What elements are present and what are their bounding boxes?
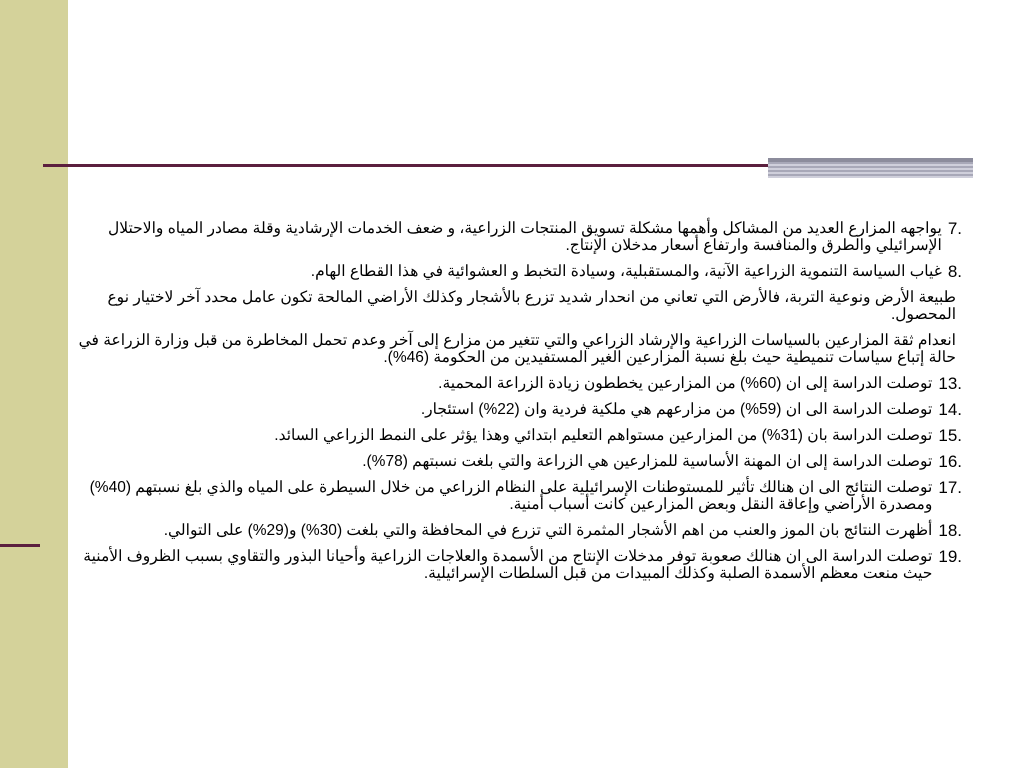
item-number: 18. <box>938 521 962 540</box>
item-text: غياب السياسة التنموية الزراعية الآنية، والمستقبلية، وسيادة التخبط و العشوائية في هذا القطاع الهام. <box>310 263 942 280</box>
item-number: 16. <box>938 452 962 471</box>
item-text: يواجهه المزارع العديد من المشاكل وأهمها مشكلة تسويق المنتجات الزراعية، و ضعف الخدمات الإرشادية وقلة مصادر المياه والاحتلال الإسرائيلي والطرق والمنافسة وارتفاع أسعار مدخلان الإنتاج. <box>107 220 942 254</box>
list-item <box>66 479 962 513</box>
item-text: انعدام ثقة المزارعين بالسياسات الزراعية والإرشاد الزراعي والتي تتغير من مزارع إلى آخر وعدم تحمل المخاطرة من قبل وزارة الزراعة في حالة إتباع سياسات تنميطية حيث بلغ نسبة المزارعين الغير المستفيدين من الحكومة (46%). <box>78 332 956 366</box>
title-divider-bar-edge <box>768 158 973 162</box>
item-number: 8. <box>947 262 962 281</box>
item-text: توصلت الدراسة الى ان (59%) من مزارعهم هي ملكية فردية وان (22%) استئجار. <box>420 401 933 418</box>
list-item <box>66 548 962 582</box>
item-text: توصلت الدراسة إلى ان (60%) من المزارعين يخططون زيادة الزراعة المحمية. <box>438 375 933 392</box>
title-divider-line <box>43 164 768 167</box>
item-text: توصلت الدراسة بان (31%) من المزارعين مستواهم التعليم ابتدائي وهذا يؤثر على النمط الزراعي السائد. <box>274 427 933 444</box>
list-item <box>66 401 962 418</box>
item-number: 14. <box>938 400 962 419</box>
item-text: توصلت النتائج الى ان هنالك تأثير للمستوطنات الإسرائيلية على النظام الزراعي من خلال السيطرة على المياه والذي بلغ نسبتهم (40%) ومصدرة الأراضي وإعاقة النقل وبعض المزارعين كانت أسباب أمنية. <box>89 479 933 513</box>
item-number: 19. <box>938 547 962 566</box>
list-item <box>66 289 962 323</box>
list-item <box>66 220 962 254</box>
list-item <box>66 427 962 444</box>
item-number: 7. <box>947 219 962 238</box>
item-number: 17. <box>938 478 962 497</box>
item-number: 13. <box>938 374 962 393</box>
list-item <box>66 375 962 392</box>
left-accent-dash <box>0 544 40 547</box>
list-item <box>66 522 962 539</box>
list-item <box>66 332 962 366</box>
item-text: طبيعة الأرض ونوعية التربة، فالأرض التي تعاني من انحدار شديد تزرع بالأشجار وكذلك الأراضي المالحة تكون عامل محدد آخر لاختيار نوع المحصول. <box>107 289 956 323</box>
list-item <box>66 453 962 470</box>
slide-body <box>66 220 962 591</box>
list-item <box>66 263 962 280</box>
item-text: توصلت الدراسة الى ان هنالك صعوبة توفر مدخلات الإنتاج من الأسمدة والعلاجات الزراعية وأحيانا البذور والتقاوي بسبب الظروف الأمنية حيث منعت معظم الأسمدة الصلبة وكذلك المبيدات من قبل السلطات الإسرائيلية. <box>83 548 933 582</box>
item-text: توصلت الدراسة إلى ان المهنة الأساسية للمزارعين هي الزراعة والتي بلغت نسبتهم (78%). <box>362 453 933 470</box>
item-text: أظهرت النتائج بان الموز والعنب من اهم الأشجار المثمرة التي تزرع في المحافظة والتي بلغت (30%) و(29%) على التوالي. <box>163 522 933 539</box>
item-number: 15. <box>938 426 962 445</box>
sidebar-strip <box>0 0 68 768</box>
